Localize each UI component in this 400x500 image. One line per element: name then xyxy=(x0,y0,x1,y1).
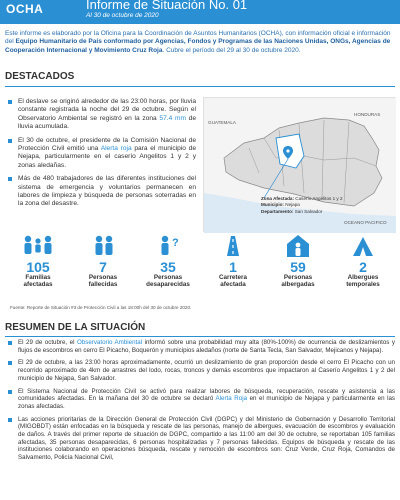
resumen-heading: RESUMEN DE LA SITUACIÓN xyxy=(5,322,146,333)
bullet-square-icon xyxy=(8,139,12,143)
report-date: Al 30 de octubre de 2020 xyxy=(86,12,159,19)
resumen-item: El 29 de octubre, a las 23:00 horas aproximadamente, ocurrió un deslizamiento de gran proporción desde el cerro El Picacho con un recorrido aproximado de 4km de arrastres del lodo, rocas, troncos y demás escombros que impactaron al Caserío Angelitos 1 y 2 del municipio de Nejapa, San Salvador. xyxy=(6,359,395,382)
destacados-divider xyxy=(5,86,395,87)
destacados-item: El 30 de octubre, el presidente de la Comisión Nacional de Protección Civil emitió una Alerta roja para el municipio de Nejapa, particularmente en el caserío Angelitos 1 y 2 y zonas aledañas. xyxy=(6,137,196,171)
resumen-item: Las acciones prioritarias de la Dirección General de Protección Civil (DGPC) y del Ministerio de Gobernación y Desarrollo Territorial (MIGOBDT) están enfocadas en la búsqueda y rescate de las personas, manejo de albergues, evacuación de escombros y evaluación de daños. A través del primer reporte de situación de DGPC, compartido a las 11:00 am del 30 de octubre, se reportaban 105 familias afectadas, 35 personas desaparecidas, 6 personas hospitalizadas y 7 personas fallecidas. Equipos de búsqueda y rescate de las instituciones colaborando en operaciones búsqueda, rescate y remoción de escombros son: Cruz Verde, Cruz Roja, Comandos de Salvamento, Policía Nacional Civil, xyxy=(6,416,395,462)
bullet-square-icon xyxy=(8,177,12,181)
destacados-list xyxy=(6,98,196,209)
stat-carretera: 1 Carretera afectada xyxy=(203,232,263,289)
honduras-label: HONDURAS xyxy=(354,112,381,117)
resumen-list xyxy=(6,339,395,467)
intro-paragraph xyxy=(5,30,395,55)
deceased-persons-icon xyxy=(73,232,133,260)
ocha-logo: OCHA xyxy=(6,2,44,16)
ocean-label: OCEANO PACIFICO xyxy=(344,220,387,225)
report-title: Informe de Situación No. 01 xyxy=(86,0,248,12)
bullet-square-icon xyxy=(8,341,12,345)
resumen-item: El Sistema Nacional de Protección Civil se activó para realizar labores de búsqueda, recuperación, rescate y asistencia a las comunidades afectadas. En la mañana del 30 de octubre se declaró Alerta Roja en el municipio de Nejapa y particularmente en las zonas afectadas. xyxy=(6,388,395,411)
families-icon xyxy=(8,232,68,260)
intro-bold: Equipo Humanitario de País conformado por Agencias, Fondos y Programas de las Naciones Unidas, ONGs, Agencias de Cooperación Internacional y Movimiento Cruz Roja xyxy=(5,38,391,54)
destacados-heading: DESTACADOS xyxy=(5,71,75,82)
road-icon xyxy=(203,232,263,260)
resumen-item: El 29 de octubre, el Observatorio Ambiental informó sobre una probabilidad muy alta (80%-100%) de ocurrencia de deslizamientos y flujos de escombros en cerro El Picacho, Boquerón y municipios aledaños (norte de Santa Tecla, San Salvador, Mejicanos y Nejapa). xyxy=(6,339,395,354)
stat-familias: 105 Familias afectadas xyxy=(8,232,68,289)
guatemala-label: GUATEMALA xyxy=(208,120,236,125)
sheltered-persons-icon xyxy=(268,232,328,260)
missing-persons-icon xyxy=(138,232,198,260)
stat-albergadas: 59 Personas albergadas xyxy=(268,232,328,289)
destacados-item: Más de 480 trabajadores de las diferentes instituciones del sistema de emergencia y voluntarios permanecen en labores de limpieza y búsqueda de personas soterradas en la zona del desastre. xyxy=(6,175,196,209)
shelter-icon xyxy=(333,232,393,260)
bullet-square-icon xyxy=(8,390,12,394)
stat-fallecidas: 7 Personas fallecidas xyxy=(73,232,133,289)
bullet-square-icon xyxy=(8,361,12,365)
intro-text-2: . Cubre el período del 29 al 30 de octubre 2020. xyxy=(162,46,301,54)
stat-albergues: 2 Albergues temporales xyxy=(333,232,393,289)
destacados-item: El deslave se originó alrededor de las 23:00 horas, por lluvia constante registrada la noche del 29 de octubre. Según el Observatorio Ambiental se registró en la zona 57.4 mm de lluvia acumulada. xyxy=(6,98,196,132)
bullet-square-icon xyxy=(8,100,12,104)
map-info-box: Zona Afectada: Caserío Angelitos 1 y 2 Municipio: Nejapa Departamento: San Salvador xyxy=(261,196,343,214)
resumen-divider xyxy=(5,336,395,337)
header-banner xyxy=(0,0,400,24)
svg-text:?: ? xyxy=(172,237,179,249)
key-figures xyxy=(0,232,400,307)
bullet-square-icon xyxy=(8,418,12,422)
location-map xyxy=(203,97,395,232)
source-note: Fuente: Reporte de Situación #3 de Protección Civil a las 18:00h del 30 de octubre 2020. xyxy=(10,305,192,310)
intro-text-1: Este informe es elaborado por la Oficina para la Coordinación de Asuntos Humanitarios (OCHA), con información oficial e información del xyxy=(5,30,391,46)
stat-desaparecidas: ? 35 Personas desaparecidas xyxy=(138,232,198,289)
